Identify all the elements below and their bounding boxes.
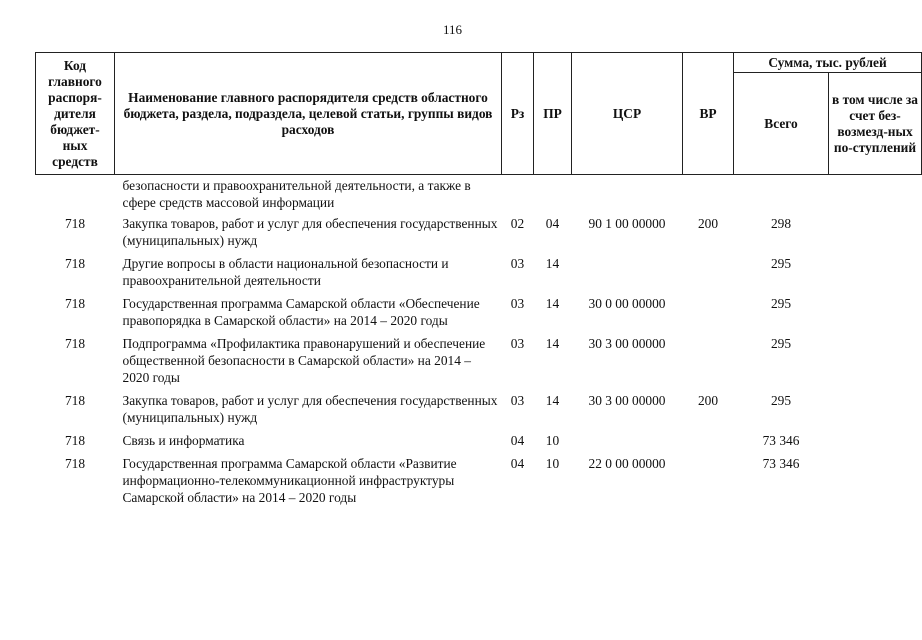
row-rz: 03 [510, 256, 525, 271]
row-incl [829, 386, 922, 426]
header-incl: в том числе за счет без-возмезд-ных по-ступлений [829, 73, 922, 175]
row-name: Связь и информатика [122, 433, 245, 448]
row-csr [572, 426, 683, 449]
row-vr [683, 426, 734, 449]
row-pr: 04 [545, 216, 560, 231]
row-rz: 03 [510, 336, 525, 351]
row-pr: 14 [545, 256, 560, 271]
row-code: 718 [64, 433, 86, 448]
header-sum: Сумма, тыс. рублей [734, 53, 922, 73]
row-csr [572, 249, 683, 289]
row-total: 295 [770, 296, 792, 311]
row-vr [683, 289, 734, 329]
row-code: 718 [64, 296, 86, 311]
table-row [36, 289, 922, 329]
row-csr: 30 3 00 00000 [588, 393, 666, 408]
row-name: Другие вопросы в области национальной безопасности и правоохранительной деятельности [122, 256, 449, 288]
table-row [36, 249, 922, 289]
row-code: 718 [64, 256, 86, 271]
row-incl [829, 289, 922, 329]
row-total: 295 [770, 393, 792, 408]
row-rz: 02 [510, 216, 525, 231]
row-incl [829, 426, 922, 449]
header-code: Код главного распоря-дителя бюджет-ных средств [36, 53, 115, 175]
row-csr: 90 1 00 00000 [588, 216, 666, 231]
row-incl [829, 329, 922, 386]
row-name: Закупка товаров, работ и услуг для обеспечения государственных (муниципальных) нужд [122, 216, 498, 248]
page-number: 116 [442, 22, 463, 37]
row-vr [683, 449, 734, 506]
row-csr: 30 3 00 00000 [588, 336, 666, 351]
row-pr: 14 [545, 296, 560, 311]
row-vr [683, 329, 734, 386]
header-total: Всего [734, 73, 829, 175]
row-code: 718 [64, 216, 86, 231]
table-row-continuation [36, 175, 922, 212]
row-name: безопасности и правоохранительной деятельности, а также в сфере средств массовой информации [122, 178, 471, 210]
row-name: Государственная программа Самарской области «Обеспечение правопорядка в Самарской области» на 2014 – 2020 годы [122, 296, 480, 328]
row-vr: 200 [697, 216, 719, 231]
row-name: Закупка товаров, работ и услуг для обеспечения государственных (муниципальных) нужд [122, 393, 498, 425]
row-incl [829, 249, 922, 289]
row-rz: 03 [510, 296, 525, 311]
row-vr: 200 [697, 393, 719, 408]
row-total: 298 [770, 216, 792, 231]
table-row [36, 426, 922, 449]
row-csr: 22 0 00 00000 [588, 456, 666, 471]
table-row [36, 449, 922, 506]
row-rz: 04 [510, 456, 525, 471]
row-code: 718 [64, 456, 86, 471]
row-rz: 03 [510, 393, 525, 408]
row-vr [683, 249, 734, 289]
row-csr: 30 0 00 00000 [588, 296, 666, 311]
row-incl [829, 449, 922, 506]
row-pr: 10 [545, 433, 560, 448]
row-pr: 14 [545, 336, 560, 351]
row-total: 73 346 [762, 456, 800, 471]
row-code: 718 [64, 393, 86, 408]
row-total: 295 [770, 256, 792, 271]
row-name: Государственная программа Самарской области «Развитие информационно-телекоммуникационной инфраструктуры Самарской области» на 2014 – 2020 годы [122, 456, 457, 505]
header-rz: Рз [502, 53, 534, 175]
header-pr: ПР [534, 53, 572, 175]
row-total: 73 346 [762, 433, 800, 448]
header-name: Наименование главного распорядителя средств областного бюджета, раздела, подраздела, целевой статьи, группы видов расходов [115, 53, 502, 175]
table-header [36, 53, 922, 175]
table-row [36, 211, 922, 249]
budget-table [35, 52, 922, 506]
row-total: 295 [770, 336, 792, 351]
row-incl [829, 211, 922, 249]
header-vr: ВР [683, 53, 734, 175]
row-pr: 10 [545, 456, 560, 471]
row-name: Подпрограмма «Профилактика правонарушений и обеспечение общественной безопасности в Самарской области» на 2014 – 2020 годы [122, 336, 486, 385]
header-csr: ЦСР [572, 53, 683, 175]
table-row [36, 386, 922, 426]
table-row [36, 329, 922, 386]
row-rz: 04 [510, 433, 525, 448]
table-body [36, 175, 922, 507]
row-pr: 14 [545, 393, 560, 408]
row-code: 718 [64, 336, 86, 351]
